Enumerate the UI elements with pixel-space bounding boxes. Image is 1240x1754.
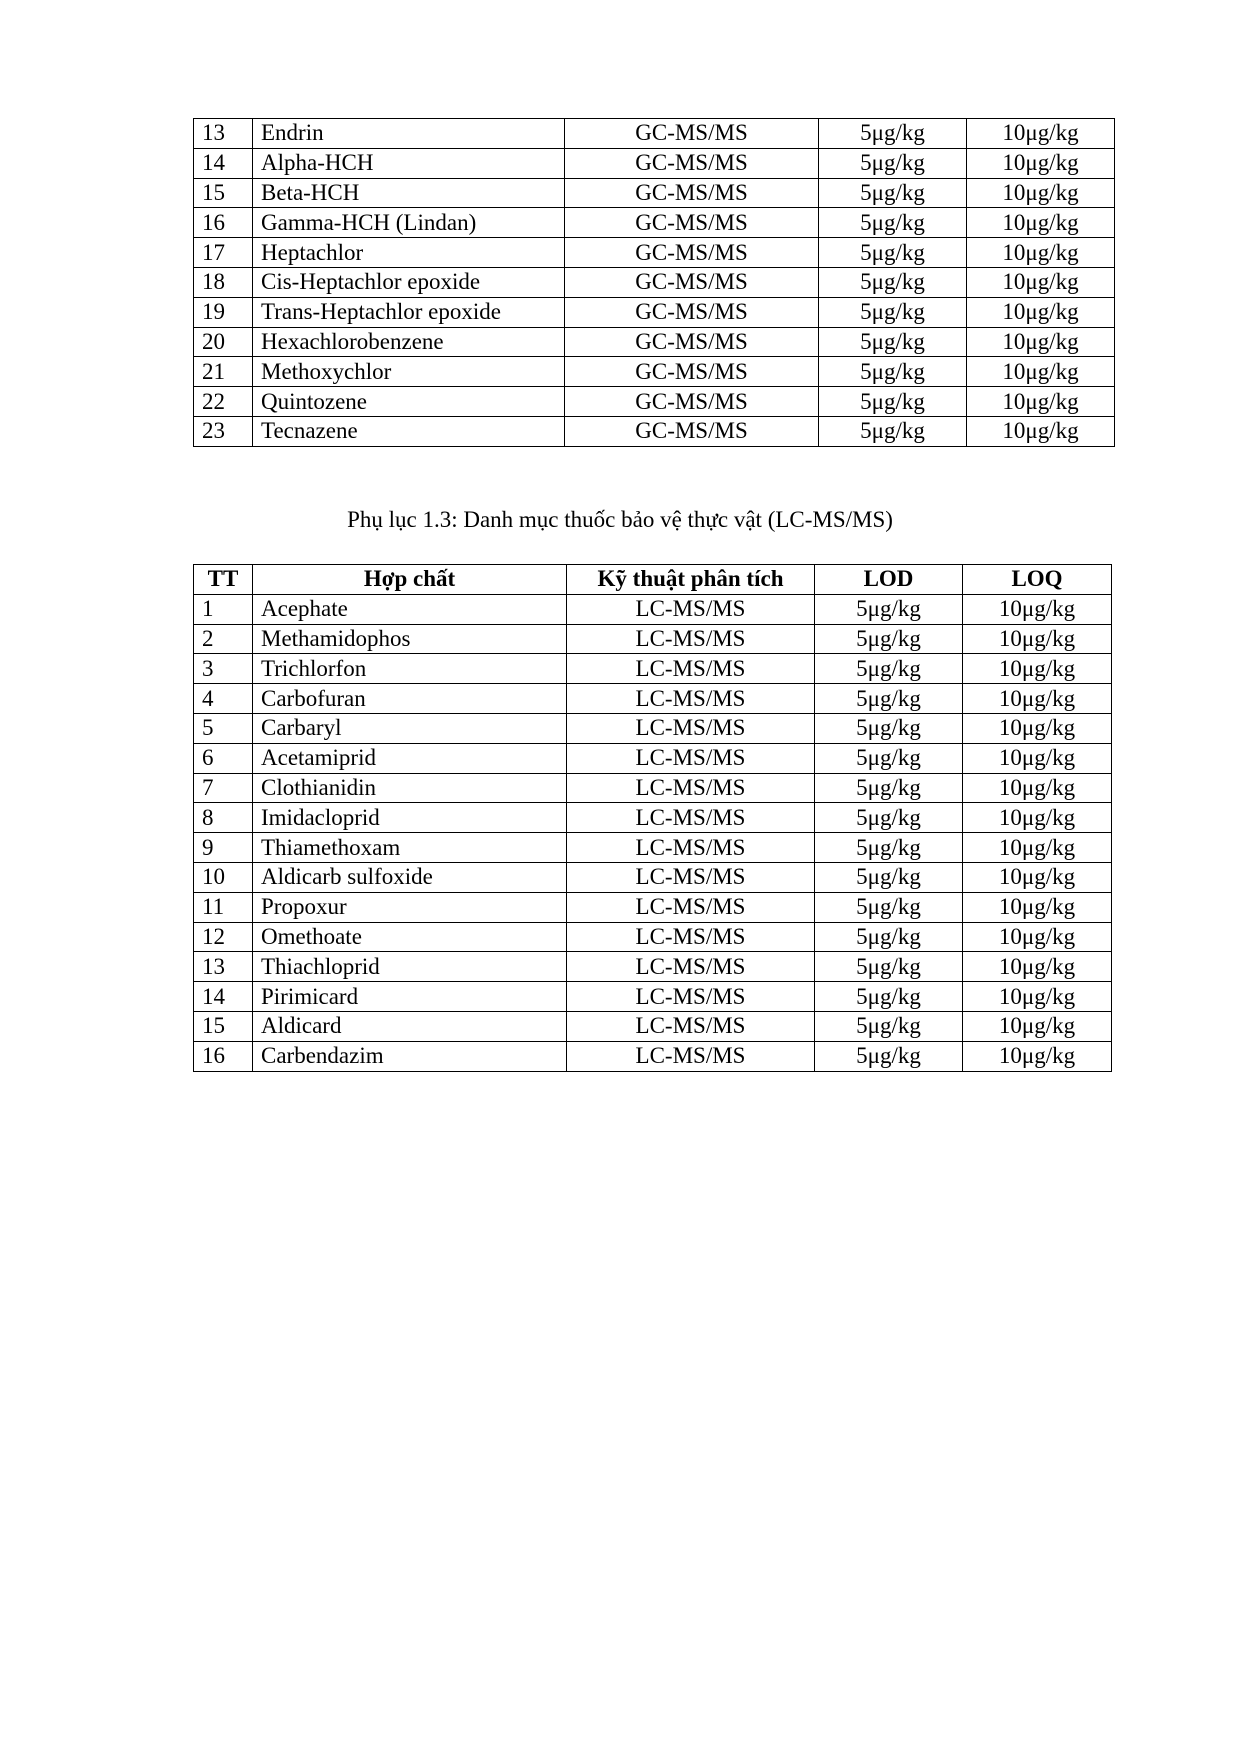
cell-compound: Carbendazim (253, 1041, 567, 1071)
cell-lod: 5μg/kg (819, 178, 967, 208)
header-loq: LOQ (963, 565, 1112, 595)
lc-ms-table (193, 564, 1112, 1072)
cell-lod: 5μg/kg (815, 594, 963, 624)
cell-lod: 5μg/kg (819, 238, 967, 268)
cell-technique: LC-MS/MS (567, 684, 815, 714)
table-row (194, 773, 1112, 803)
table-row (194, 892, 1112, 922)
cell-loq: 10μg/kg (963, 982, 1112, 1012)
cell-technique: GC-MS/MS (565, 357, 819, 387)
cell-tt: 6 (194, 743, 253, 773)
table-row (194, 862, 1112, 892)
cell-technique: GC-MS/MS (565, 297, 819, 327)
cell-tt: 17 (194, 238, 253, 268)
cell-technique: LC-MS/MS (567, 922, 815, 952)
cell-lod: 5μg/kg (815, 803, 963, 833)
cell-lod: 5μg/kg (815, 1041, 963, 1071)
cell-loq: 10μg/kg (967, 119, 1115, 149)
cell-technique: LC-MS/MS (567, 713, 815, 743)
cell-loq: 10μg/kg (967, 178, 1115, 208)
cell-compound: Aldicard (253, 1011, 567, 1041)
cell-tt: 22 (194, 387, 253, 417)
cell-compound: Beta-HCH (253, 178, 565, 208)
table-row (194, 654, 1112, 684)
cell-tt: 20 (194, 327, 253, 357)
cell-technique: LC-MS/MS (567, 1041, 815, 1071)
cell-tt: 1 (194, 594, 253, 624)
cell-compound: Trans-Heptachlor epoxide (253, 297, 565, 327)
cell-lod: 5μg/kg (819, 416, 967, 446)
cell-lod: 5μg/kg (819, 387, 967, 417)
cell-tt: 2 (194, 624, 253, 654)
cell-lod: 5μg/kg (815, 892, 963, 922)
cell-loq: 10μg/kg (963, 654, 1112, 684)
cell-compound: Propoxur (253, 892, 567, 922)
cell-tt: 11 (194, 892, 253, 922)
table-row (194, 387, 1115, 417)
cell-loq: 10μg/kg (967, 387, 1115, 417)
cell-loq: 10μg/kg (963, 743, 1112, 773)
cell-tt: 21 (194, 357, 253, 387)
cell-lod: 5μg/kg (815, 684, 963, 714)
cell-loq: 10μg/kg (963, 892, 1112, 922)
cell-loq: 10μg/kg (963, 1041, 1112, 1071)
cell-tt: 15 (194, 1011, 253, 1041)
cell-compound: Thiachloprid (253, 952, 567, 982)
cell-compound: Clothianidin (253, 773, 567, 803)
cell-tt: 13 (194, 952, 253, 982)
cell-tt: 15 (194, 178, 253, 208)
cell-compound: Thiamethoxam (253, 833, 567, 863)
cell-lod: 5μg/kg (819, 119, 967, 149)
header-tt: TT (194, 565, 253, 595)
cell-loq: 10μg/kg (967, 208, 1115, 238)
cell-loq: 10μg/kg (963, 922, 1112, 952)
cell-technique: LC-MS/MS (567, 892, 815, 922)
table-row (194, 684, 1112, 714)
cell-tt: 3 (194, 654, 253, 684)
cell-lod: 5μg/kg (815, 624, 963, 654)
cell-lod: 5μg/kg (819, 148, 967, 178)
cell-tt: 9 (194, 833, 253, 863)
cell-compound: Alpha-HCH (253, 148, 565, 178)
cell-tt: 14 (194, 982, 253, 1012)
table-row (194, 119, 1115, 149)
cell-loq: 10μg/kg (963, 952, 1112, 982)
cell-loq: 10μg/kg (967, 148, 1115, 178)
cell-loq: 10μg/kg (967, 357, 1115, 387)
table-row (194, 594, 1112, 624)
cell-technique: LC-MS/MS (567, 654, 815, 684)
cell-technique: LC-MS/MS (567, 743, 815, 773)
cell-compound: Trichlorfon (253, 654, 567, 684)
cell-lod: 5μg/kg (819, 327, 967, 357)
cell-technique: LC-MS/MS (567, 952, 815, 982)
cell-loq: 10μg/kg (963, 833, 1112, 863)
table-row (194, 267, 1115, 297)
cell-compound: Cis-Heptachlor epoxide (253, 267, 565, 297)
cell-loq: 10μg/kg (963, 594, 1112, 624)
cell-lod: 5μg/kg (815, 713, 963, 743)
header-lod: LOD (815, 565, 963, 595)
cell-technique: LC-MS/MS (567, 773, 815, 803)
cell-technique: GC-MS/MS (565, 387, 819, 417)
cell-tt: 16 (194, 208, 253, 238)
cell-compound: Hexachlorobenzene (253, 327, 565, 357)
lc-table-body (194, 594, 1112, 1071)
cell-compound: Methoxychlor (253, 357, 565, 387)
cell-loq: 10μg/kg (963, 803, 1112, 833)
cell-tt: 4 (194, 684, 253, 714)
cell-technique: LC-MS/MS (567, 624, 815, 654)
cell-technique: GC-MS/MS (565, 327, 819, 357)
cell-technique: LC-MS/MS (567, 594, 815, 624)
table-row (194, 833, 1112, 863)
cell-technique: GC-MS/MS (565, 416, 819, 446)
cell-lod: 5μg/kg (819, 297, 967, 327)
header-technique: Kỹ thuật phân tích (567, 565, 815, 595)
gc-table-body (194, 119, 1115, 447)
table-row (194, 743, 1112, 773)
gc-ms-table (193, 118, 1115, 447)
cell-tt: 14 (194, 148, 253, 178)
cell-compound: Heptachlor (253, 238, 565, 268)
cell-tt: 23 (194, 416, 253, 446)
cell-technique: LC-MS/MS (567, 1011, 815, 1041)
cell-tt: 19 (194, 297, 253, 327)
table-row (194, 803, 1112, 833)
cell-technique: LC-MS/MS (567, 982, 815, 1012)
cell-compound: Omethoate (253, 922, 567, 952)
cell-loq: 10μg/kg (963, 773, 1112, 803)
cell-technique: GC-MS/MS (565, 148, 819, 178)
table-row (194, 624, 1112, 654)
cell-lod: 5μg/kg (815, 862, 963, 892)
cell-tt: 16 (194, 1041, 253, 1071)
cell-technique: LC-MS/MS (567, 803, 815, 833)
table-row (194, 238, 1115, 268)
header-compound: Hợp chất (253, 565, 567, 595)
cell-lod: 5μg/kg (815, 833, 963, 863)
cell-lod: 5μg/kg (819, 267, 967, 297)
cell-tt: 5 (194, 713, 253, 743)
table-row (194, 982, 1112, 1012)
cell-technique: LC-MS/MS (567, 833, 815, 863)
cell-loq: 10μg/kg (963, 713, 1112, 743)
cell-tt: 8 (194, 803, 253, 833)
cell-lod: 5μg/kg (819, 357, 967, 387)
table-row (194, 952, 1112, 982)
table-row (194, 416, 1115, 446)
cell-lod: 5μg/kg (815, 654, 963, 684)
cell-tt: 18 (194, 267, 253, 297)
cell-technique: LC-MS/MS (567, 862, 815, 892)
header-row (194, 565, 1112, 595)
cell-compound: Methamidophos (253, 624, 567, 654)
appendix-caption: Phụ lục 1.3: Danh mục thuốc bảo vệ thực vật (LC-MS/MS) (347, 507, 893, 532)
table-row (194, 148, 1115, 178)
table-row (194, 178, 1115, 208)
cell-loq: 10μg/kg (967, 416, 1115, 446)
table-row (194, 1041, 1112, 1071)
table-row (194, 327, 1115, 357)
cell-tt: 13 (194, 119, 253, 149)
cell-technique: GC-MS/MS (565, 267, 819, 297)
cell-technique: GC-MS/MS (565, 119, 819, 149)
cell-compound: Quintozene (253, 387, 565, 417)
cell-loq: 10μg/kg (963, 1011, 1112, 1041)
cell-lod: 5μg/kg (819, 208, 967, 238)
table-row (194, 1011, 1112, 1041)
cell-loq: 10μg/kg (963, 624, 1112, 654)
cell-loq: 10μg/kg (963, 684, 1112, 714)
cell-tt: 10 (194, 862, 253, 892)
cell-lod: 5μg/kg (815, 922, 963, 952)
table-row (194, 922, 1112, 952)
cell-technique: GC-MS/MS (565, 238, 819, 268)
table-row (194, 713, 1112, 743)
cell-tt: 12 (194, 922, 253, 952)
cell-lod: 5μg/kg (815, 1011, 963, 1041)
cell-compound: Carbofuran (253, 684, 567, 714)
cell-compound: Tecnazene (253, 416, 565, 446)
cell-compound: Pirimicard (253, 982, 567, 1012)
cell-tt: 7 (194, 773, 253, 803)
cell-compound: Acephate (253, 594, 567, 624)
cell-loq: 10μg/kg (967, 297, 1115, 327)
table-row (194, 357, 1115, 387)
table-row (194, 297, 1115, 327)
table-row (194, 208, 1115, 238)
cell-technique: GC-MS/MS (565, 208, 819, 238)
cell-lod: 5μg/kg (815, 743, 963, 773)
cell-loq: 10μg/kg (963, 862, 1112, 892)
cell-lod: 5μg/kg (815, 982, 963, 1012)
cell-compound: Acetamiprid (253, 743, 567, 773)
cell-loq: 10μg/kg (967, 327, 1115, 357)
cell-compound: Carbaryl (253, 713, 567, 743)
cell-lod: 5μg/kg (815, 952, 963, 982)
cell-compound: Imidacloprid (253, 803, 567, 833)
cell-compound: Aldicarb sulfoxide (253, 862, 567, 892)
cell-loq: 10μg/kg (967, 267, 1115, 297)
cell-lod: 5μg/kg (815, 773, 963, 803)
cell-technique: GC-MS/MS (565, 178, 819, 208)
cell-loq: 10μg/kg (967, 238, 1115, 268)
cell-compound: Gamma-HCH (Lindan) (253, 208, 565, 238)
cell-compound: Endrin (253, 119, 565, 149)
